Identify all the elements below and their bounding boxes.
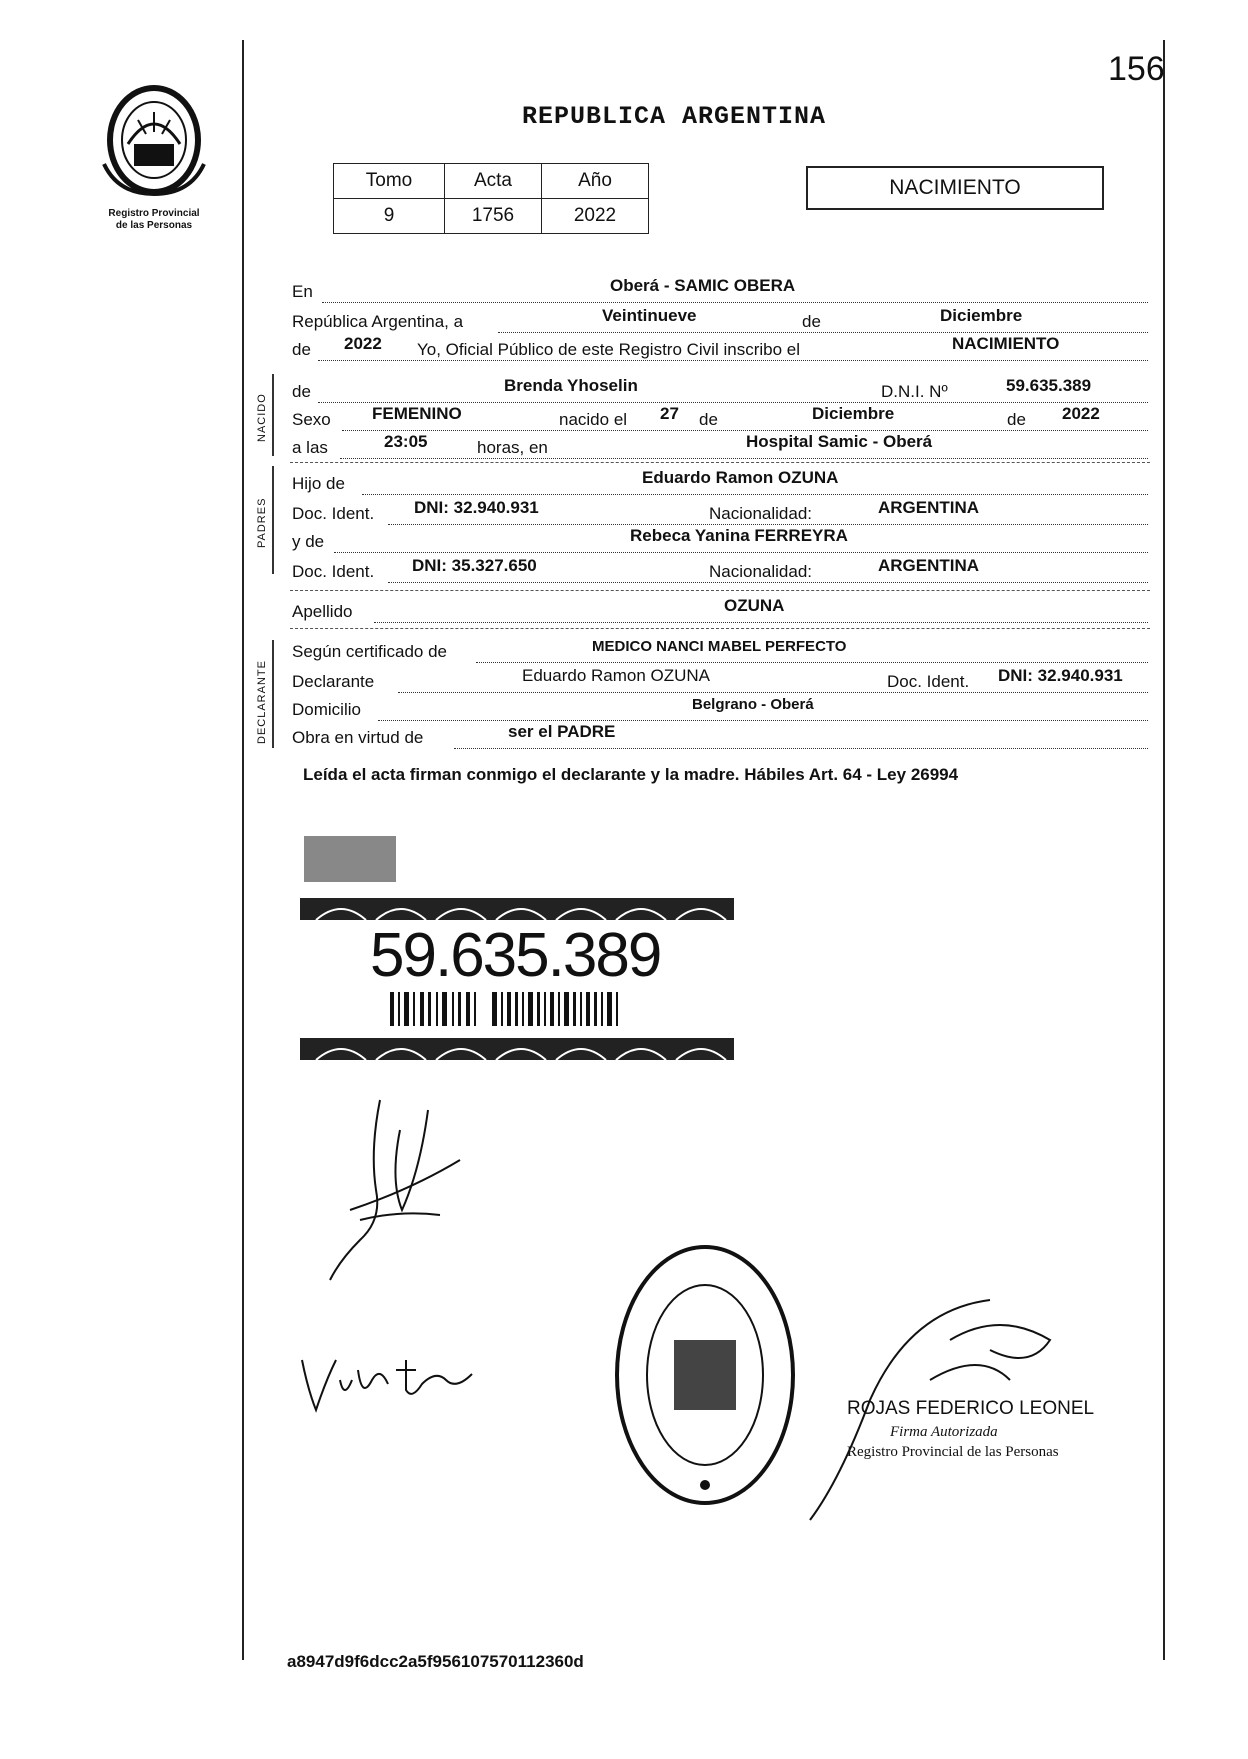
birth-place: Hospital Samic - Oberá bbox=[746, 432, 933, 451]
de-label: de bbox=[802, 312, 821, 331]
section-label-declarante: DECLARANTE bbox=[256, 660, 268, 744]
republic-label: República Argentina, a bbox=[292, 312, 464, 331]
birth-month: Diciembre bbox=[812, 404, 895, 423]
de-label: de bbox=[292, 382, 311, 401]
dotted-line bbox=[340, 438, 1148, 459]
child-sex: FEMENINO bbox=[372, 404, 462, 423]
mother-doc: DNI: 35.327.650 bbox=[412, 556, 537, 575]
section-divider bbox=[290, 628, 1150, 629]
dni-label: D.N.I. Nº bbox=[878, 382, 951, 402]
anio-value: 2022 bbox=[542, 199, 649, 234]
section-divider bbox=[290, 590, 1150, 591]
section-bar bbox=[272, 640, 274, 748]
de-label: de bbox=[292, 340, 311, 359]
acta-header: Acta bbox=[445, 164, 542, 199]
left-margin-rule bbox=[242, 40, 244, 1660]
mother-name: Rebeca Yanina FERREYRA bbox=[630, 526, 848, 545]
signatory-name: ROJAS FEDERICO LEONEL bbox=[847, 1398, 1095, 1419]
section-bar bbox=[272, 466, 274, 574]
declarant-domicile: Belgrano - Oberá bbox=[692, 696, 814, 713]
declarant-name: Eduardo Ramon OZUNA bbox=[522, 666, 711, 685]
logo-caption-line1: Registro Provincial bbox=[108, 208, 200, 219]
certificate-issuer: MEDICO NANCI MABEL PERFECTO bbox=[592, 638, 847, 655]
registry-place: Oberá - SAMIC OBERA bbox=[610, 276, 796, 295]
child-name: Brenda Yhoselin bbox=[504, 376, 638, 395]
section-divider bbox=[290, 462, 1150, 463]
father-nationality: ARGENTINA bbox=[878, 498, 980, 517]
birth-time: 23:05 bbox=[384, 432, 428, 451]
de-label: de bbox=[1004, 410, 1029, 430]
apellido-label: Apellido bbox=[292, 602, 353, 621]
act-reference-table bbox=[333, 163, 649, 234]
alas-label: a las bbox=[292, 438, 328, 457]
signatory-role: Firma Autorizada bbox=[890, 1424, 998, 1440]
father-doc: DNI: 32.940.931 bbox=[414, 498, 539, 517]
birth-day: 27 bbox=[660, 404, 679, 423]
declarant-capacity: ser el PADRE bbox=[508, 722, 616, 741]
declarant-signature bbox=[310, 1090, 490, 1290]
record-month: Diciembre bbox=[940, 306, 1023, 325]
province-seal-logo bbox=[98, 84, 210, 196]
official-text: Yo, Oficial Público de este Registro Civil inscribo el bbox=[414, 340, 803, 360]
sexo-label: Sexo bbox=[292, 410, 331, 429]
nacido-label: nacido el bbox=[556, 410, 630, 430]
horas-label: horas, en bbox=[474, 438, 551, 458]
section-bar bbox=[272, 374, 274, 456]
father-name: Eduardo Ramon OZUNA bbox=[642, 468, 839, 487]
page-number: 156 bbox=[1108, 50, 1165, 88]
signatory-organization: Registro Provincial de las Personas bbox=[847, 1444, 1059, 1460]
yde-label: y de bbox=[292, 532, 325, 551]
nacionalidad-label: Nacionalidad: bbox=[706, 504, 815, 524]
inscribed-type: NACIMIENTO bbox=[952, 334, 1060, 353]
birth-year: 2022 bbox=[1062, 404, 1100, 423]
section-label-nacido: NACIDO bbox=[256, 393, 268, 442]
logo-caption bbox=[84, 208, 224, 232]
day-words: Veintinueve bbox=[602, 306, 697, 325]
en-label: En bbox=[292, 282, 313, 301]
country-title: REPUBLICA ARGENTINA bbox=[522, 102, 827, 131]
tomo-value: 9 bbox=[334, 199, 445, 234]
logo-caption-line2: de las Personas bbox=[115, 220, 193, 231]
sticker-number: 59.635.389 bbox=[370, 921, 661, 990]
closing-note: Leída el acta firman conmigo el declarante y la madre. Hábiles Art. 64 - Ley 26994 bbox=[303, 765, 959, 784]
doc-ident-label: Doc. Ident. bbox=[292, 562, 375, 581]
declarant-doc: DNI: 32.940.931 bbox=[998, 666, 1123, 685]
mother-nationality: ARGENTINA bbox=[878, 556, 980, 575]
nacionalidad-label: Nacionalidad: bbox=[706, 562, 815, 582]
acta-value: 1756 bbox=[445, 199, 542, 234]
obra-label: Obra en virtud de bbox=[292, 728, 424, 747]
official-stamp bbox=[610, 1240, 800, 1510]
domicilio-label: Domicilio bbox=[292, 700, 361, 719]
cert-label: Según certificado de bbox=[292, 642, 447, 661]
mother-signature bbox=[296, 1340, 496, 1420]
dotted-line bbox=[498, 312, 1148, 333]
surname-value: OZUNA bbox=[724, 596, 785, 615]
doc-ident-label: Doc. Ident. bbox=[292, 504, 375, 523]
de-label: de bbox=[696, 410, 721, 430]
declarante-label: Declarante bbox=[292, 672, 375, 691]
hijo-label: Hijo de bbox=[292, 474, 345, 493]
right-margin-rule bbox=[1163, 40, 1165, 1660]
doc-ident-label: Doc. Ident. bbox=[884, 672, 972, 692]
tomo-header: Tomo bbox=[334, 164, 445, 199]
anio-header: Año bbox=[542, 164, 649, 199]
section-label-padres: PADRES bbox=[256, 497, 268, 548]
act-type-box: NACIMIENTO bbox=[806, 166, 1104, 210]
document-hash: a8947d9f6dcc2a5f956107570112360d bbox=[287, 1652, 584, 1671]
child-dni: 59.635.389 bbox=[1006, 376, 1092, 395]
record-year: 2022 bbox=[344, 334, 382, 353]
